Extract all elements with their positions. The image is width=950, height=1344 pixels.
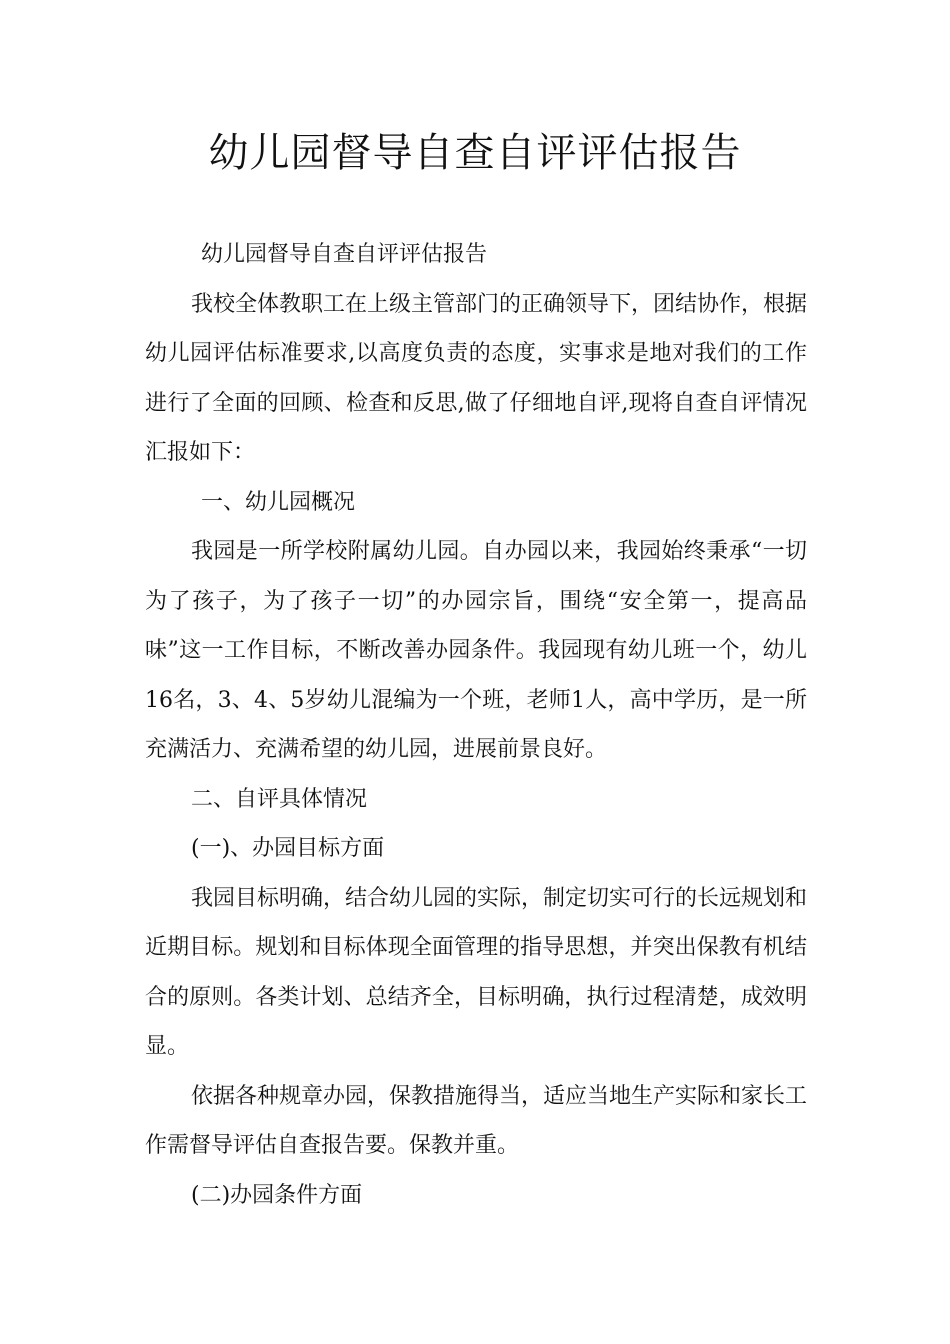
paragraph-goals: 我园目标明确，结合幼儿园的实际，制定切实可行的长远规划和近期目标。规划和目标体现全面管理的指导思想，并突出保教有机结合的原则。各类计划、总结齐全，目标明确，执行过程清楚，成效明显。 — [145, 885, 808, 1059]
subsection-heading-goals: (一)、办园目标方面 — [191, 836, 385, 861]
section-heading-self-evaluation: 二、自评具体情况 — [191, 786, 368, 812]
document-body — [145, 230, 807, 1220]
paragraph-overview: 我园是一所学校附属幼儿园。自办园以来，我园始终秉承“一切为了孩子，为了孩子一切”的办园宗旨，围绕“安全第一，提高品味”这一工作目标，不断改善办园条件。我园现有幼儿班一个，幼儿16名，3、4、5岁幼儿混编为一个班，老师1人，高中学历，是一所充满活力、充满希望的幼儿园，进展前景良好。 — [145, 539, 807, 762]
paragraph-intro: 我校全体教职工在上级主管部门的正确领导下，团结协作，根据幼儿园评估标准要求,以高度负责的态度，实事求是地对我们的工作进行了全面的回顾、检查和反思,做了仔细地自评,现将自查自评情况汇报如下： — [145, 291, 808, 465]
document-subtitle: 幼儿园督导自查自评评估报告 — [201, 242, 488, 267]
section-heading-overview: 一、幼儿园概况 — [201, 489, 356, 515]
document-title: 幼儿园督导自查自评评估报告 — [208, 130, 742, 176]
subsection-heading-conditions: (二)办园条件方面 — [191, 1182, 363, 1208]
paragraph-regulations: 依据各种规章办园，保教措施得当，适应当地生产实际和家长工作需督导评估自查报告要。保教并重。 — [145, 1083, 808, 1158]
